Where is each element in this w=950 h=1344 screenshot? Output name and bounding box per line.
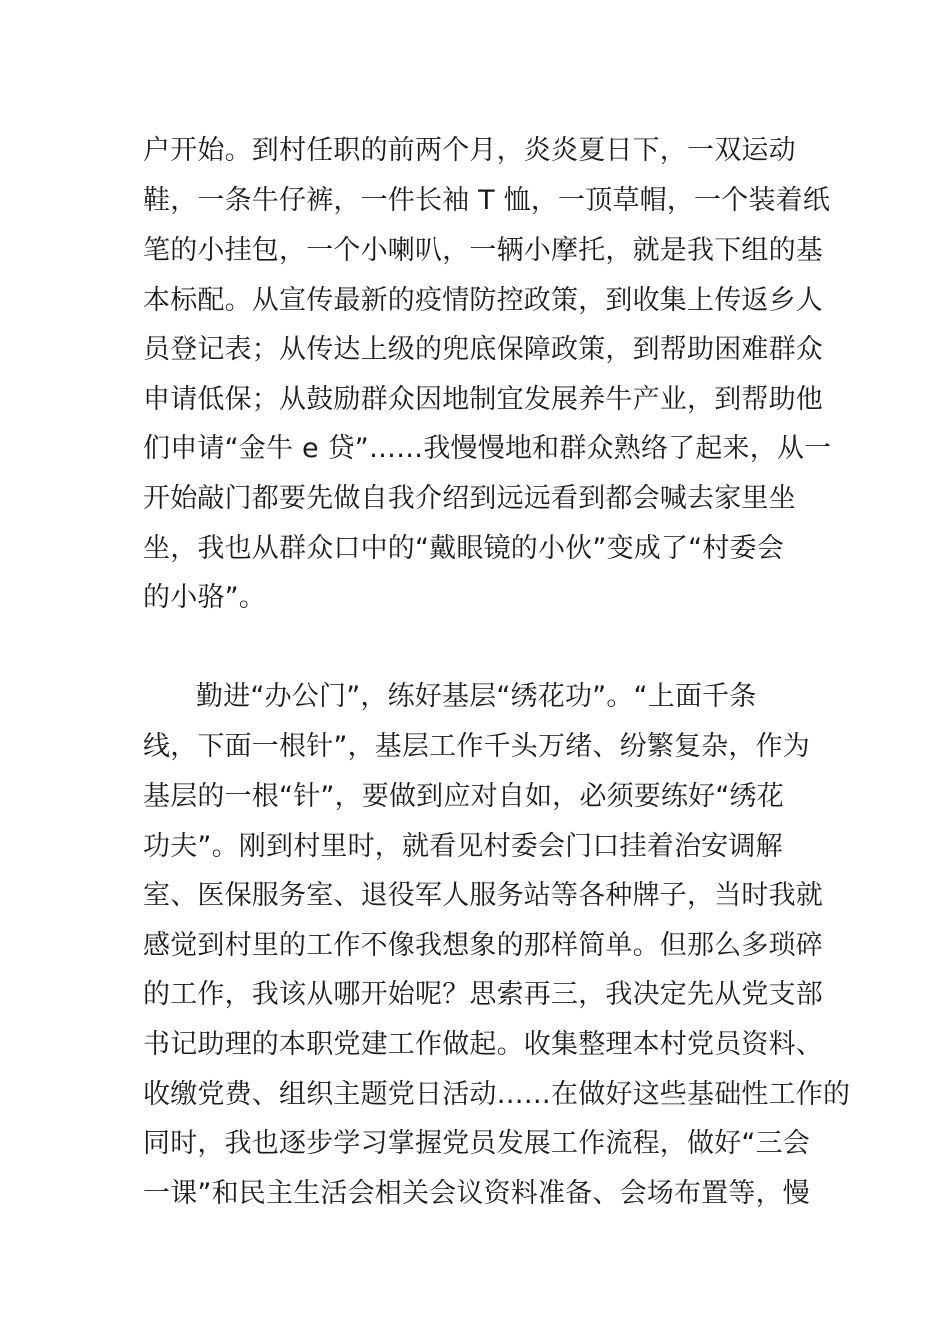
text-line: 鞋，一条牛仔裤，一件长袖 T 恤，一顶草帽，一个装着纸 xyxy=(143,185,831,216)
text-line: 开始敲门都要先做自我介绍到远远看到都会喊去家里坐 xyxy=(143,483,796,514)
text-line: 申请低保；从鼓励群众因地制宜发展养牛产业，到帮助他 xyxy=(143,384,823,415)
text-line: 坐，我也从群众口中的“戴眼镜的小伙”变成了“村委会 xyxy=(143,533,784,564)
text-line: 们申请“金牛 e 贷”……我慢慢地和群众熟络了起来，从一 xyxy=(143,433,832,464)
text-line: 书记助理的本职党建工作做起。收集整理本村党员资料、 xyxy=(143,1029,823,1060)
text-line: 收缴党费、组织主题党日活动……在做好这些基础性工作的 xyxy=(143,1079,851,1110)
text-line: 本标配。从宣传最新的疫情防控政策，到收集上传返乡人 xyxy=(143,285,823,316)
text-line: 笔的小挂包，一个小喇叭，一辆小摩托，就是我下组的基 xyxy=(143,235,823,266)
text-line: 同时，我也逐步学习掌握党员发展工作流程，做好“三会 xyxy=(143,1128,810,1159)
text-line: 员登记表；从传达上级的兜底保障政策，到帮助困难群众 xyxy=(143,334,823,365)
text-line: 户开始。到村任职的前两个月，炎炎夏日下，一双运动 xyxy=(143,135,796,166)
text-line: 的小骆”。 xyxy=(143,582,266,613)
text-line: 感觉到村里的工作不像我想象的那样简单。但那么多琐碎 xyxy=(143,930,823,961)
text-line: 勤进“办公门”，练好基层“绣花功”。“上面千条 xyxy=(196,681,757,712)
text-line: 线，下面一根针”，基层工作千头万绪、纷繁复杂，作为 xyxy=(143,731,810,762)
text-line: 基层的一根“针”，要做到应对自如，必须要练好“绣花 xyxy=(143,781,784,812)
text-line: 功夫”。刚到村里时，就看见村委会门口挂着治安调解 xyxy=(143,831,783,862)
text-line: 的工作，我该从哪开始呢？思索再三，我决定先从党支部 xyxy=(143,979,823,1010)
text-line: 一课”和民主生活会相关会议资料准备、会场布置等，慢 xyxy=(143,1178,810,1209)
text-line: 室、医保服务室、退役军人服务站等各种牌子，当时我就 xyxy=(143,880,823,911)
